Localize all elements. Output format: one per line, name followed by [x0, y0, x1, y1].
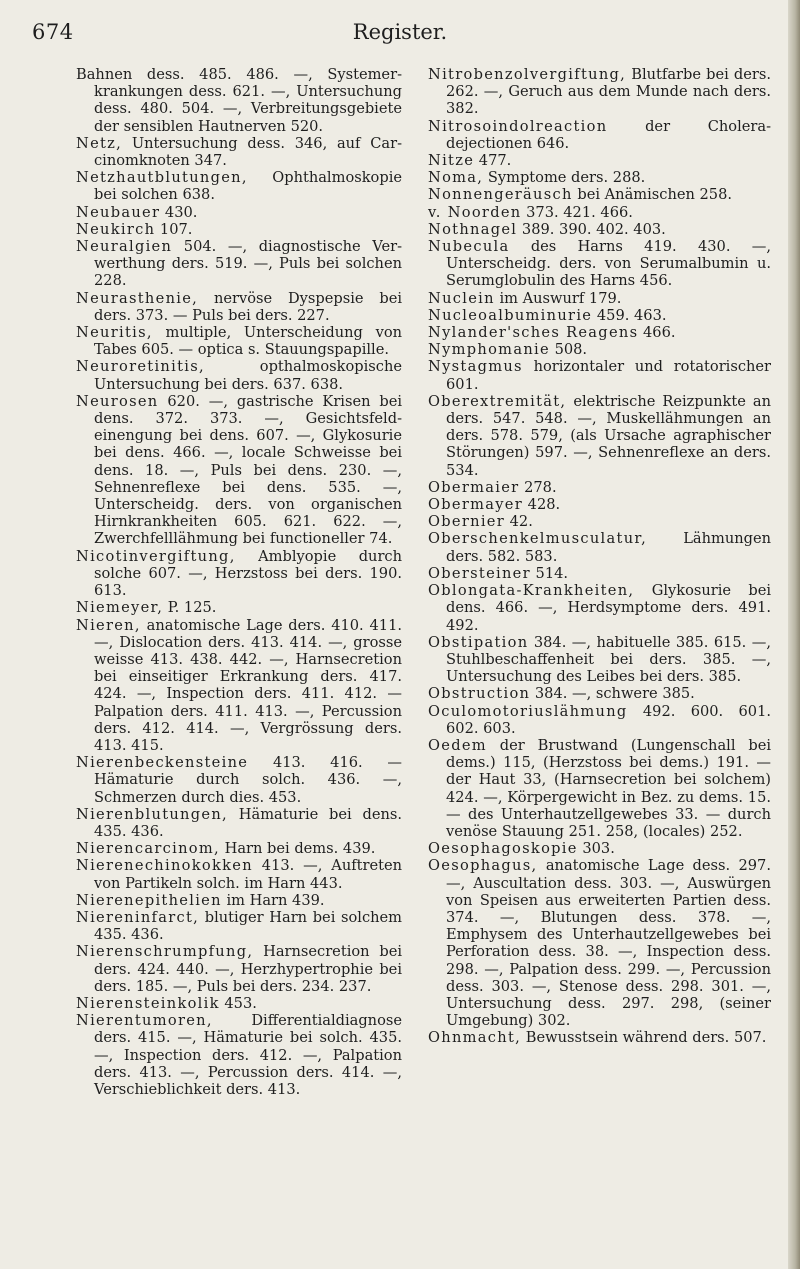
index-entry	[76, 221, 402, 238]
entry-text: des Harns 419. 430. —, Unterscheidg. ders. von Serumalbumin u. Serumglobulin des Harns 456.	[446, 238, 771, 290]
entry-headword: Neubauer	[76, 203, 161, 221]
entry-headword: Nitrobenzolvergiftung,	[428, 66, 627, 83]
index-entry	[428, 341, 771, 358]
entry-headword: Nystagmus	[428, 358, 523, 376]
entry-headword: Nymphomanie	[428, 341, 550, 359]
index-entry	[76, 599, 402, 616]
entry-text: P. 125.	[167, 599, 217, 617]
entry-headword: Oedem	[428, 736, 487, 754]
entry-headword: Nubecula	[428, 238, 510, 256]
running-head: Register.	[352, 20, 448, 44]
index-entry	[428, 513, 771, 530]
index-entry	[76, 892, 402, 909]
entry-headword: Obernier	[428, 513, 505, 531]
index-entry	[76, 857, 402, 891]
entry-text: Symptome ders. 288.	[487, 169, 646, 187]
entry-headword: Ohnmacht,	[428, 1029, 522, 1047]
index-entry	[76, 995, 402, 1012]
index-entry	[428, 565, 771, 582]
entry-headword: Nierenschrumpfung,	[76, 943, 254, 961]
entry-text: opthalmoskopische Untersuchung bei ders. 637. 638.	[94, 358, 402, 393]
entry-text: 459. 463.	[596, 306, 667, 324]
entry-headword: Oberschenkelmusculatur,	[428, 530, 648, 548]
entry-headword: Obstipation	[428, 633, 529, 651]
index-entry	[428, 152, 771, 169]
entry-text: horizontaler und rotatorischer 601.	[446, 358, 772, 393]
entry-text: 428.	[527, 496, 561, 514]
entry-headword: v. Noorden	[428, 203, 522, 221]
index-entry	[76, 754, 402, 806]
entry-text: Blutfarbe bei ders. 262. —, Geruch aus dem Munde nach ders. 382.	[446, 66, 771, 118]
index-entry	[428, 186, 771, 203]
entry-text: Ophthalmoskopie bei solchen 638.	[94, 169, 402, 204]
entry-headword: Noma,	[428, 169, 484, 187]
entry-text: 430.	[164, 203, 198, 221]
index-entry	[428, 634, 771, 686]
index-entry	[428, 66, 771, 118]
entry-text: 466.	[643, 324, 676, 342]
index-entry	[76, 358, 402, 392]
entry-headword: Nicotinvergiftung,	[76, 547, 236, 565]
index-entry	[428, 479, 771, 496]
entry-text: 389. 390. 402. 403.	[521, 220, 666, 238]
index-entry	[428, 118, 771, 152]
index-entry	[428, 238, 771, 290]
entry-headword: Nothnagel	[428, 220, 518, 238]
index-entry	[428, 685, 771, 702]
entry-text: blutiger Harn bei solchem 435. 436.	[94, 908, 402, 944]
entry-headword: Nierenbeckensteine	[76, 754, 249, 772]
entry-text: 413. 416. — Hämaturie durch solch. 436. —, Schmerzen durch dies. 453.	[94, 754, 402, 806]
entry-text: der Brustwand (Lungenschall bei dems.) 115, (Herzstoss bei dems.) 191. — der Haut 33, (Harnsecretion bei solchem) 424. —, Körpergewicht in Bez. zu dems. 15. — des Unterhautzellgewebes 33. — durch venöse Stauung 251. 258, (locales) 252.	[446, 736, 771, 840]
left-column	[76, 66, 402, 1098]
entry-text: nervöse Dyspepsie bei ders. 373. — Puls bei ders. 227.	[94, 289, 403, 324]
entry-text: 373. 421. 466.	[526, 203, 633, 221]
entry-headword: Nierentumoren,	[76, 1012, 213, 1030]
index-entry	[428, 393, 771, 479]
entry-headword: Neuroretinitis,	[76, 358, 205, 376]
entry-text: 477.	[478, 152, 512, 170]
index-entry	[428, 358, 771, 392]
entry-text: 278.	[524, 478, 557, 496]
entry-text: bei Anämischen 258.	[577, 186, 733, 204]
entry-headword: Obstruction	[428, 685, 531, 703]
page-edge	[788, 0, 800, 1269]
entry-headword: Obermayer	[428, 496, 524, 514]
right-column	[428, 66, 771, 1047]
entry-headword: Nitze	[428, 152, 475, 170]
entry-headword: Obersteiner	[428, 564, 531, 582]
index-entry	[76, 135, 402, 169]
entry-headword: Nucleoalbuminurie	[428, 306, 593, 324]
entry-text: 42.	[509, 513, 533, 531]
index-entry	[76, 617, 402, 755]
index-entry	[428, 530, 771, 564]
index-entry	[428, 496, 771, 513]
entry-headword: Neurosen	[76, 392, 159, 410]
index-entry	[76, 909, 402, 943]
entry-headword: Neuralgien	[76, 238, 173, 256]
index-entry	[428, 737, 771, 840]
index-entry	[428, 221, 771, 238]
entry-text: Untersuchung dess. 346, auf Carcinomknoten 347.	[94, 134, 402, 170]
entry-headword: Nylander'sches Reagens	[428, 324, 639, 342]
index-entry	[428, 857, 771, 1029]
entry-headword: Oesophagoskopie	[428, 840, 578, 858]
index-entry	[428, 703, 771, 737]
index-entry	[428, 307, 771, 324]
page-header	[0, 20, 800, 50]
entry-text: 508.	[554, 341, 588, 359]
index-entry	[428, 290, 771, 307]
entry-headword: Oberextremität,	[428, 392, 567, 410]
index-entry	[76, 238, 402, 290]
entry-headword: Oesophagus,	[428, 857, 538, 875]
index-entry	[76, 1012, 402, 1098]
entry-headword: Oculomotoriuslähmung	[428, 702, 628, 720]
entry-text: Glykosurie bei dens. 466. —, Herdsymptome ders. 491. 492.	[446, 582, 772, 634]
entry-text: 492. 600. 601. 602. 603.	[446, 702, 771, 737]
index-entry	[76, 66, 402, 135]
index-entry	[76, 324, 402, 358]
entry-text: multiple, Unterscheidung von Tabes 605. — optica s. Stauungspapille.	[94, 324, 402, 359]
entry-headword: Nierenblutungen,	[76, 805, 228, 823]
entry-headword: Nieren,	[76, 616, 141, 634]
entry-text: Differentialdiagnose ders. 415. —, Hämaturie bei solch. 435. —, Inspection ders. 412. —, Palpation ders. 413. —, Percussion ders. 414. —, Verschieblichkeit ders. 413.	[94, 1012, 402, 1098]
entry-text: Lähmungen ders. 582. 583.	[446, 530, 771, 565]
entry-headword: Neuritis,	[76, 324, 153, 342]
entry-headword: Nierensteinkolik	[76, 994, 220, 1012]
entry-text: 620. —, gastrische Krisen bei dens. 372. 373. —, Gesichtsfeldeinengung bei dens. 607. —, Glykosurie bei dens. 466. —, locale Schweisse bei dens. 18. —, Puls bei dens. 230. —, Sehnenreflexe bei dens. 535. —, Unterscheidg. ders. von organischen Hirnkrankheiten 605. 621. 622. —, Zwerchfelllähmung bei functioneller 74.	[94, 392, 403, 548]
index-entry	[428, 1029, 771, 1046]
entry-headword: Obermaier	[428, 478, 520, 496]
index-entry	[428, 582, 771, 634]
entry-headword: Niereninfarct,	[76, 908, 200, 926]
entry-text: 504. —, diagnostische Verwerthung ders. 519. —, Puls bei solchen 228.	[94, 238, 402, 290]
entry-headword: Neukirch	[76, 220, 156, 238]
entry-text: anatomische Lage ders. 410. 411. —, Dislocation ders. 413. 414. —, grosse weisse 413. 438. 442. —, Harnsecretion bei einseitiger Erkrankung ders. 417. 424. —, Inspection ders. 411. 412. — Palpation ders. 411. 413. —, Percussion ders. 412. 414. —, Vergrössung ders. 413. 415.	[94, 616, 403, 754]
entry-headword: Nitrosoindolreaction	[428, 117, 608, 135]
entry-text: Bahnen dess. 485. 486. —, Systemerkrankungen dess. 621. —, Untersuchung dess. 480. 504. —, Verbreitungsgebiete der sensiblen Hautnerven 520.	[76, 66, 402, 135]
entry-headword: Nierenepithelien	[76, 891, 222, 909]
index-entry	[76, 204, 402, 221]
entry-headword: Nuclein	[428, 289, 495, 307]
entry-text: 384. —, habituelle 385. 615. —, Stuhlbeschaffenheit bei ders. 385. —, Untersuchung des Leibes bei ders. 385.	[446, 633, 772, 686]
index-entry	[428, 204, 771, 221]
index-entry	[76, 806, 402, 840]
index-entry	[76, 548, 402, 600]
entry-text: 384. —, schwere 385.	[534, 685, 695, 703]
entry-headword: Netz,	[76, 134, 123, 152]
entry-headword: Netzhautblutungen,	[76, 169, 248, 187]
entry-text: 303.	[582, 840, 615, 858]
entry-text: 413. —, Auftreten von Partikeln solch. im Harn 443.	[94, 857, 402, 892]
entry-text: Bewusstsein während ders. 507.	[525, 1029, 767, 1047]
entry-headword: Nierencarcinom,	[76, 840, 220, 858]
index-entry	[76, 393, 402, 548]
entry-headword: Nierenechinokokken	[76, 857, 253, 875]
entry-text: Hämaturie bei dens. 435. 436.	[94, 805, 402, 840]
entry-text: 107.	[159, 220, 193, 238]
index-entry	[76, 840, 402, 857]
index-entry	[76, 943, 402, 995]
entry-text: der Choleradejectionen 646.	[446, 117, 771, 152]
entry-headword: Niemeyer,	[76, 599, 164, 617]
index-entry	[76, 169, 402, 203]
entry-headword: Nonnengeräusch	[428, 186, 573, 204]
entry-text: anatomische Lage dess. 297. —, Auscultation dess. 303. —, Auswürgen von Speisen aus erweiterten Partien dess. 374. —, Blutungen dess. 378. —, Emphysem des Unterhautzellgewebes bei Perforation dess. 38. —, Inspection dess. 298. —, Palpation dess. 299. —, Percussion dess. 303. —, Stenose dess. 298. 301. —, Untersuchung dess. 297. 298, (seiner Umgebung) 302.	[446, 857, 771, 1030]
entry-text: Harn bei dems. 439.	[224, 840, 376, 858]
index-entry	[428, 324, 771, 341]
entry-headword: Oblongata-Krankheiten,	[428, 582, 635, 600]
index-entry	[428, 169, 771, 186]
entry-headword: Neurasthenie,	[76, 289, 199, 307]
index-entry	[76, 290, 402, 324]
entry-text: im Auswurf 179.	[499, 289, 622, 307]
entry-text: im Harn 439.	[226, 891, 325, 909]
entry-text: 514.	[535, 564, 569, 582]
entry-text: Harnsecretion bei ders. 424. 440. —, Herzhypertrophie bei ders. 185. —, Puls bei ders. 234. 237.	[94, 943, 402, 995]
entry-text: 453.	[224, 994, 257, 1012]
index-entry	[428, 840, 771, 857]
entry-text: elektrische Reizpunkte an ders. 547. 548. —, Muskellähmungen an ders. 578. 579, (als Ursache agraphischer Störungen) 597. —, Sehnenreflexe an ders. 534.	[446, 392, 771, 479]
page-number: 674	[32, 20, 74, 44]
entry-text: Amblyopie durch solche 607. —, Herzstoss bei ders. 190. 613.	[94, 547, 402, 600]
